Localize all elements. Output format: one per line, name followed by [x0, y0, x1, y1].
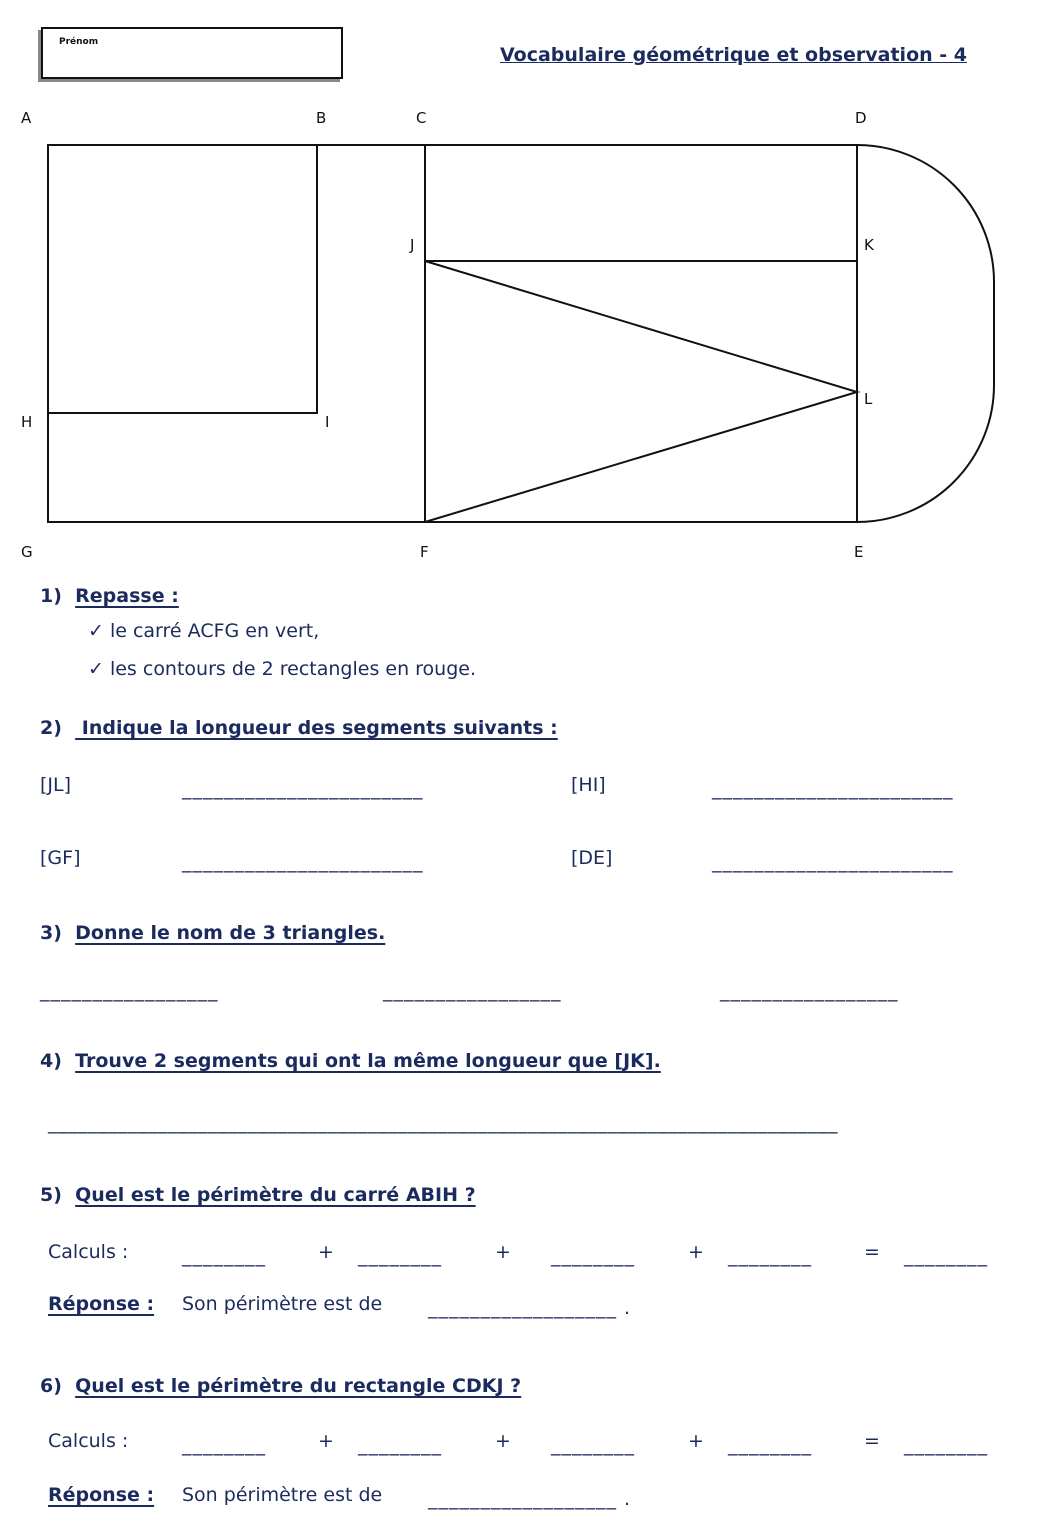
segment-label-gf: [GF]	[40, 847, 81, 869]
geometry-figure	[0, 0, 1052, 600]
point-label-f: F	[420, 543, 429, 561]
page-title: Vocabulaire géométrique et observation - 4	[500, 44, 967, 66]
point-label-i: I	[325, 413, 330, 431]
q6-answer-label: Réponse :	[48, 1484, 155, 1506]
q5-heading: 5) Quel est le périmètre du carré ABIH ?	[40, 1184, 476, 1206]
segment-label-hi: [HI]	[571, 774, 606, 796]
q6-answer-text: Son périmètre est de	[182, 1484, 383, 1506]
point-label-e: E	[854, 543, 864, 561]
plus-sign: +	[495, 1241, 511, 1263]
q6-result-blank[interactable]: ________	[904, 1434, 988, 1456]
q2-heading: 2) Indique la longueur des segments suivants :	[40, 717, 558, 739]
point-label-c: C	[416, 109, 427, 127]
q5-result-blank[interactable]: ________	[904, 1245, 988, 1267]
point-label-j: J	[410, 236, 415, 254]
q6-calc-blank[interactable]: ________	[182, 1434, 266, 1456]
answer-blank-gf[interactable]: _______________________	[182, 851, 424, 873]
segment-label-jl: [JL]	[40, 774, 72, 796]
q1-heading: 1) Repasse :	[40, 585, 179, 607]
answer-blank-hi[interactable]: _______________________	[712, 778, 954, 800]
triangle-JLF	[425, 261, 857, 522]
q5-calc-blank[interactable]: ________	[551, 1245, 635, 1267]
triangle-blank-1[interactable]: _________________	[40, 980, 219, 1002]
arc-DE	[857, 145, 994, 522]
answer-blank-jl[interactable]: _______________________	[182, 778, 424, 800]
q5-calc-blank[interactable]: ________	[728, 1245, 812, 1267]
q6-heading: 6) Quel est le périmètre du rectangle CDKJ ?	[40, 1375, 522, 1397]
q5-calc-blank[interactable]: ________	[358, 1245, 442, 1267]
q3-heading: 3) Donne le nom de 3 triangles.	[40, 922, 386, 944]
triangle-blank-3[interactable]: _________________	[720, 980, 899, 1002]
answer-blank-de[interactable]: _______________________	[712, 851, 954, 873]
square-ABIH	[48, 145, 317, 413]
q5-calc-blank[interactable]: ________	[182, 1245, 266, 1267]
rectangle-ADEG	[48, 145, 857, 522]
point-label-g: G	[21, 543, 33, 561]
q4-answer-blank[interactable]: _______________________________________________________________________________	[48, 1112, 838, 1134]
plus-sign: +	[318, 1241, 334, 1263]
q6-answer-blank[interactable]: __________________ .	[428, 1488, 632, 1510]
q6-calc-blank[interactable]: ________	[728, 1434, 812, 1456]
equals-sign: =	[864, 1430, 880, 1452]
segment-label-de: [DE]	[571, 847, 613, 869]
point-label-b: B	[316, 109, 327, 127]
triangle-blank-2[interactable]: _________________	[383, 980, 562, 1002]
point-label-l: L	[864, 390, 873, 408]
q6-calc-blank[interactable]: ________	[551, 1434, 635, 1456]
q6-calc-blank[interactable]: ________	[358, 1434, 442, 1456]
q5-calc-label: Calculs :	[48, 1241, 129, 1263]
q5-answer-blank[interactable]: __________________ .	[428, 1297, 632, 1319]
plus-sign: +	[495, 1430, 511, 1452]
point-label-h: H	[21, 413, 33, 431]
plus-sign: +	[318, 1430, 334, 1452]
q6-calc-label: Calculs :	[48, 1430, 129, 1452]
q4-heading: 4) Trouve 2 segments qui ont la même longueur que [JK].	[40, 1050, 661, 1072]
name-label: Prénom	[59, 37, 99, 47]
q5-answer-label: Réponse :	[48, 1293, 155, 1315]
q5-answer-text: Son périmètre est de	[182, 1293, 383, 1315]
point-label-d: D	[855, 109, 867, 127]
plus-sign: +	[688, 1430, 704, 1452]
q1-item: ✓ le carré ACFG en vert,	[88, 620, 320, 642]
equals-sign: =	[864, 1241, 880, 1263]
point-label-a: A	[21, 109, 32, 127]
point-label-k: K	[864, 236, 874, 254]
plus-sign: +	[688, 1241, 704, 1263]
q1-item: ✓ les contours de 2 rectangles en rouge.	[88, 658, 477, 680]
